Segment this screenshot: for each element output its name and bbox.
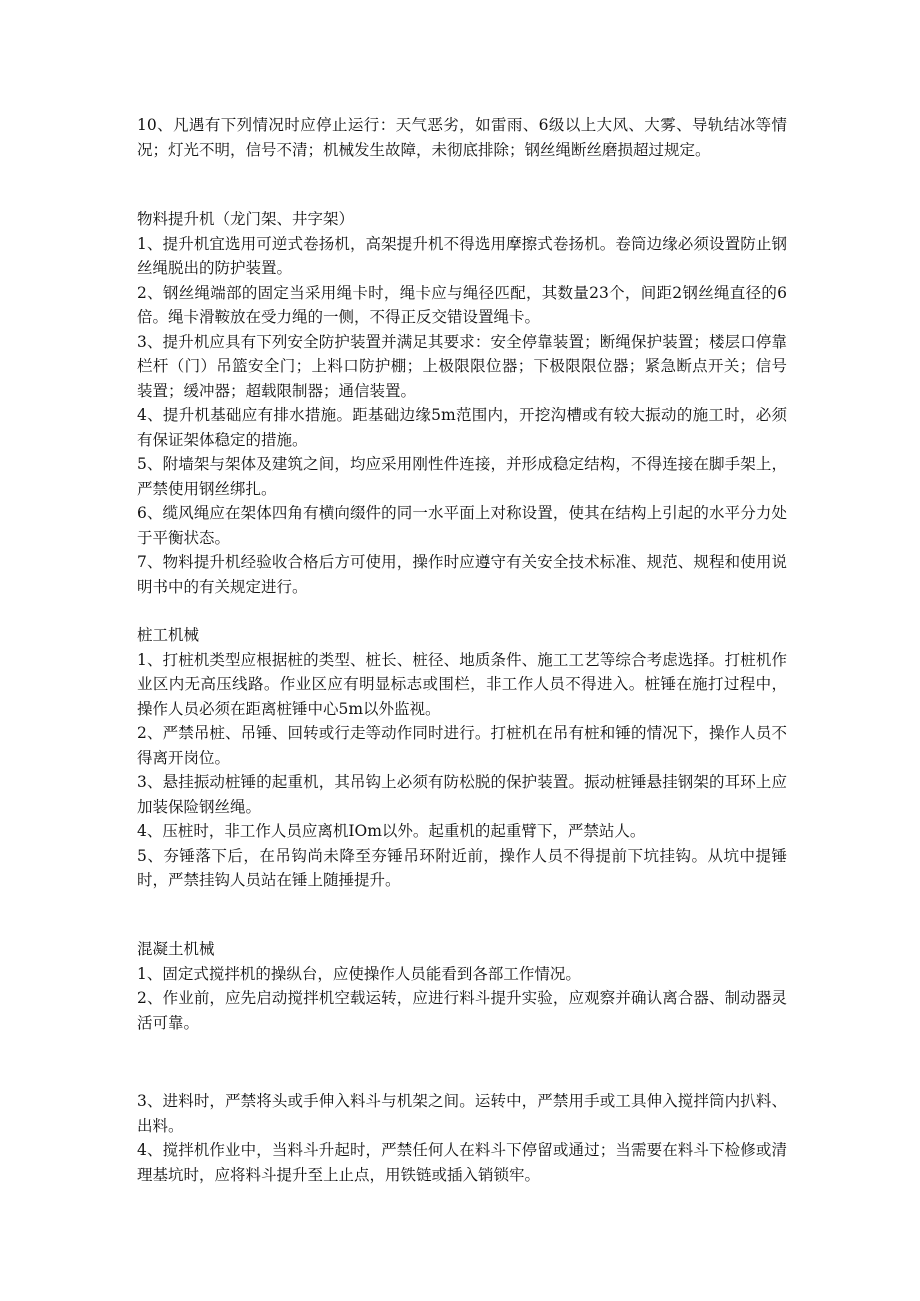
concrete-item-2: 2、作业前，应先启动搅拌机空载运转，应进行料斗提升实验，应观察并确认离合器、制动器灵活可靠。 xyxy=(137,989,787,1032)
concrete-item-1: 1、固定式搅拌机的操纵台，应使操作人员能看到各部工作情况。 xyxy=(137,964,581,983)
hoist-item-6: 6、缆风绳应在架体四角有横向缀件的同一水平面上对称设置，使其在结构上引起的水平分力处于平衡状态。 xyxy=(137,504,787,547)
piling-item-1: 1、打桩机类型应根据桩的类型、桩长、桩径、地质条件、施工工艺等综合考虑选择。打桩机作业区内无高压线路。作业区应有明显标志或围栏，非工作人员不得进入。桩锤在施打过程中，操作人员必须在距离桩锤中心5m以外监视。 xyxy=(137,650,787,718)
piling-item-5: 5、夯锤落下后，在吊钩尚未降至夯锤吊环附近前，操作人员不得提前下坑挂钩。从坑中提锤时，严禁挂钩人员站在锤上随捶提升。 xyxy=(137,846,787,889)
hoist-heading: 物料提升机（龙门架、井字架） xyxy=(137,210,355,228)
hoist-item-3: 3、提升机应具有下列安全防护装置并满足其要求：安全停靠装置；断绳保护装置；楼层口停靠栏杆（门）吊篮安全门；上料口防护棚；上极限限位器；下极限限位器；紧急断点开关；信号装置；缓冲器；超载限制器；通信装置。 xyxy=(137,332,787,400)
concrete-heading: 混凝土机械 xyxy=(137,940,215,958)
concrete-item-4: 4、搅拌机作业中，当料斗升起时，严禁任何人在料斗下停留或通过；当需要在料斗下检修或清理基坑时，应将料斗提升至上止点，用铁链或插入销锁牢。 xyxy=(137,1141,787,1184)
concrete-section-continued xyxy=(137,1089,787,1187)
concrete-section xyxy=(137,937,787,1035)
intro-section xyxy=(137,113,787,162)
hoist-item-5: 5、附墙架与架体及建筑之间，均应采用刚性件连接，并形成稳定结构，不得连接在脚手架上，严禁使用钢丝绑扎。 xyxy=(137,455,787,498)
hoist-item-2: 2、钢丝绳端部的固定当采用绳卡时，绳卡应与绳径匹配，其数量23个，间距2钢丝绳直径的6倍。绳卡滑鞍放在受力绳的一侧，不得正反交错设置绳卡。 xyxy=(137,283,787,326)
piling-section xyxy=(137,623,787,893)
piling-item-3: 3、悬挂振动桩锤的起重机，其吊钩上必须有防松脱的保护装置。振动桩锤悬挂钢架的耳环上应加装保险钢丝绳。 xyxy=(137,773,787,816)
concrete-item-3: 3、进料时，严禁将头或手伸入料斗与机架之间。运转中，严禁用手或工具伸入搅拌筒内扒料、出料。 xyxy=(137,1092,787,1135)
hoist-item-7: 7、物料提升机经验收合格后方可使用，操作时应遵守有关安全技术标准、规范、规程和使用说明书中的有关规定进行。 xyxy=(137,553,787,596)
piling-heading: 桩工机械 xyxy=(137,626,200,644)
hoist-item-4: 4、提升机基础应有排水措施。距基础边缘5m范围内，开挖沟槽或有较大振动的施工时，必须有保证架体稳定的措施。 xyxy=(137,406,787,449)
hoist-section xyxy=(137,207,787,599)
piling-item-2: 2、严禁吊桩、吊锤、回转或行走等动作同时进行。打桩机在吊有桩和锤的情况下，操作人员不得离开岗位。 xyxy=(137,724,787,767)
piling-item-4: 4、压桩时，非工作人员应离机IOm以外。起重机的起重臂下，严禁站人。 xyxy=(137,822,646,840)
intro-item-10: 10、凡遇有下列情况时应停止运行：天气恶劣，如雷雨、6级以上大风、大雾、导轨结冰等情况；灯光不明，信号不清；机械发生故障，未彻底排除；钢丝绳断丝磨损超过规定。 xyxy=(137,116,787,159)
hoist-item-1: 1、提升机宜选用可逆式卷扬机，高架提升机不得选用摩擦式卷扬机。卷筒边缘必须设置防止钢丝绳脱出的防护装置。 xyxy=(137,234,787,277)
